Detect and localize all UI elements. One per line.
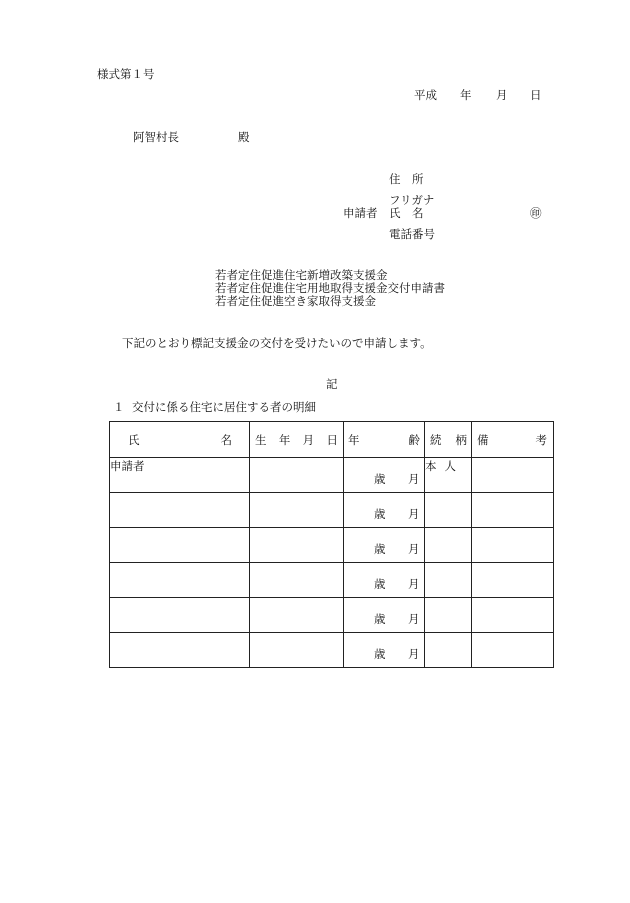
notes-heading: 記 [326, 377, 338, 391]
row-name-cell[interactable] [110, 528, 250, 563]
date-day-unit: 日 [530, 88, 542, 102]
age-months-unit: 月 [408, 577, 420, 591]
date-era: 平成 [414, 88, 437, 102]
row-age-cell[interactable] [344, 458, 425, 493]
row-relation-cell[interactable] [425, 563, 472, 598]
row-age-cell[interactable] [344, 493, 425, 528]
header-birth-char: 年 [278, 432, 291, 447]
age-years-unit: 歳 [374, 507, 386, 521]
row-name-cell[interactable] [110, 563, 250, 598]
phone-label: 電話番号 [389, 227, 435, 241]
header-remarks [472, 422, 554, 458]
date-year-unit: 年 [460, 88, 472, 102]
address-label: 住 所 [389, 172, 424, 186]
row-birth-cell[interactable] [250, 598, 344, 633]
table-row [110, 528, 554, 563]
header-name-char: 名 [220, 432, 232, 447]
row-age-cell[interactable] [344, 528, 425, 563]
section-number: １ [113, 400, 125, 414]
row-remarks-cell[interactable] [472, 458, 554, 493]
row-relation-cell[interactable] [425, 598, 472, 633]
header-age [344, 422, 425, 458]
addressee-name: 阿智村長 [133, 130, 179, 144]
age-years-unit: 歳 [374, 472, 386, 486]
row-remarks-cell[interactable] [472, 563, 554, 598]
support-type-item: 若者定住促進住宅新増改築支援金 [215, 268, 388, 282]
header-birth-char: 生 [255, 432, 267, 447]
table-row [110, 493, 554, 528]
header-birth [250, 422, 344, 458]
row-age-cell[interactable] [344, 563, 425, 598]
header-remarks-char: 備 [477, 432, 489, 447]
applicant-role-label: 申請者 [343, 206, 378, 220]
age-months-unit: 月 [408, 507, 420, 521]
row-birth-cell[interactable] [250, 458, 344, 493]
header-birth-char: 日 [326, 432, 338, 447]
header-relation-char: 続 [430, 432, 442, 447]
age-months-unit: 月 [408, 472, 420, 486]
table-row [110, 633, 554, 668]
row-relation-cell[interactable] [425, 493, 472, 528]
age-years-unit: 歳 [374, 542, 386, 556]
row-birth-cell[interactable] [250, 633, 344, 668]
name-label: 氏 名 [389, 206, 424, 220]
row-remarks-cell[interactable] [472, 598, 554, 633]
furigana-label: フリガナ [389, 193, 435, 207]
header-relation [425, 422, 472, 458]
header-name-char: 氏 [128, 432, 140, 447]
age-months-unit: 月 [408, 542, 420, 556]
row-relation-cell[interactable] [425, 528, 472, 563]
row-name-cell[interactable] [110, 633, 250, 668]
age-years-unit: 歳 [374, 647, 386, 661]
support-type-item: 若者定住促進住宅用地取得支援金交付申請書 [215, 281, 445, 295]
form-number: 様式第１号 [97, 67, 155, 81]
table-row [110, 598, 554, 633]
table-row [110, 563, 554, 598]
row-name-cell[interactable]: 申請者 [110, 458, 250, 493]
row-remarks-cell[interactable] [472, 633, 554, 668]
header-name [110, 422, 250, 458]
row-remarks-cell[interactable] [472, 528, 554, 563]
row-birth-cell[interactable] [250, 528, 344, 563]
table-row [110, 458, 554, 493]
age-months-unit: 月 [408, 612, 420, 626]
row-birth-cell[interactable] [250, 493, 344, 528]
application-statement: 下記のとおり標記支援金の交付を受けたいので申請します。 [122, 336, 432, 350]
row-birth-cell[interactable] [250, 563, 344, 598]
header-remarks-char: 考 [535, 432, 547, 447]
header-relation-char: 柄 [455, 432, 467, 447]
age-years-unit: 歳 [374, 612, 386, 626]
header-birth-char: 月 [302, 432, 315, 447]
addressee-honorific: 殿 [238, 130, 250, 144]
resident-detail-table [109, 421, 554, 668]
row-age-cell[interactable] [344, 598, 425, 633]
row-name-cell[interactable] [110, 493, 250, 528]
age-years-unit: 歳 [374, 577, 386, 591]
header-age-char: 齢 [408, 432, 420, 447]
row-name-cell[interactable] [110, 598, 250, 633]
table-header-row [110, 422, 554, 458]
support-type-item: 若者定住促進空き家取得支援金 [215, 294, 376, 308]
row-age-cell[interactable] [344, 633, 425, 668]
header-age-char: 年 [348, 432, 360, 447]
row-relation-cell[interactable]: 本人 [425, 458, 472, 493]
date-month-unit: 月 [496, 88, 508, 102]
seal-mark: ㊞ [530, 206, 542, 220]
section-title: 交付に係る住宅に居住する者の明細 [132, 400, 316, 414]
row-remarks-cell[interactable] [472, 493, 554, 528]
age-months-unit: 月 [408, 647, 420, 661]
row-relation-cell[interactable] [425, 633, 472, 668]
